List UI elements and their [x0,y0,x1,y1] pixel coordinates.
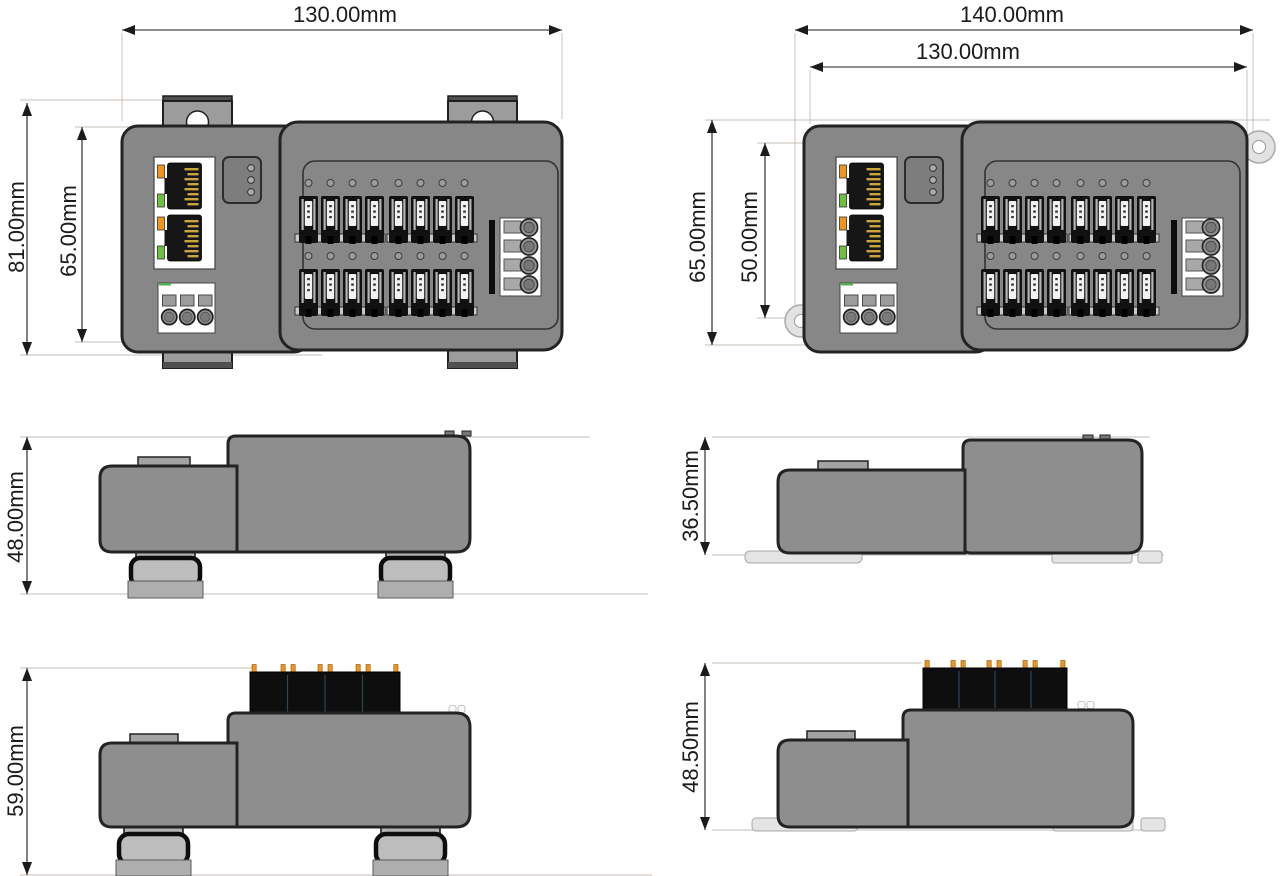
front-view-din-rail [4,2,562,368]
dimensions [3,668,28,875]
dimension-label: 130.00mm [293,2,397,27]
comm-housing-side [778,740,908,827]
dimension-label: 65.00mm [56,185,81,277]
terminal-bump [1087,702,1094,709]
io-housing-side [228,436,470,552]
dimension-label: 65.00mm [685,191,710,283]
terminal-connector-block [923,661,1067,711]
bottom-view-din-rail [3,665,470,876]
io-housing-side [963,440,1142,553]
dimension-label: 140.00mm [960,2,1064,27]
terminal-bump [1078,702,1085,709]
din-rail-clip [373,827,448,876]
dimensions [678,663,705,830]
din-rail-tab-bottom [448,350,517,368]
dimension-label: 36.50mm [678,450,703,542]
terminal-connector-block [250,665,400,715]
wall-mount-plate [1138,551,1162,563]
device-body [752,661,1165,832]
din-rail-clip [378,552,453,598]
bottom-view-wall-mount [678,661,1165,832]
terminal-bump [449,706,456,713]
device-body [785,122,1275,352]
dimension-label: 81.00mm [4,181,29,273]
terminal-bump [462,431,471,436]
dimension-label: 50.00mm [737,191,762,283]
io-housing-side [903,710,1133,827]
top-view-din-rail [3,431,471,598]
dimension-label: 48.50mm [678,701,703,793]
din-rail-clip [116,827,191,876]
din-rail-clip [128,552,203,598]
dimensions [678,437,705,555]
device-body [100,665,470,876]
comm-housing-side [100,743,237,827]
comm-housing-side [778,470,965,553]
front-view-wall-mount [685,2,1275,352]
dimension-label: 59.00mm [3,725,28,817]
dimension-label: 130.00mm [916,39,1020,64]
device-body [122,96,562,368]
comm-housing-side [100,466,237,552]
io-housing-side [228,713,470,827]
dimensions [3,437,28,594]
terminal-bump [458,706,465,713]
dimension-label: 48.00mm [3,471,28,563]
top-view-wall-mount [678,435,1162,563]
wall-mount-plate [1141,818,1165,831]
device-body [100,431,471,598]
device-body [745,435,1162,563]
